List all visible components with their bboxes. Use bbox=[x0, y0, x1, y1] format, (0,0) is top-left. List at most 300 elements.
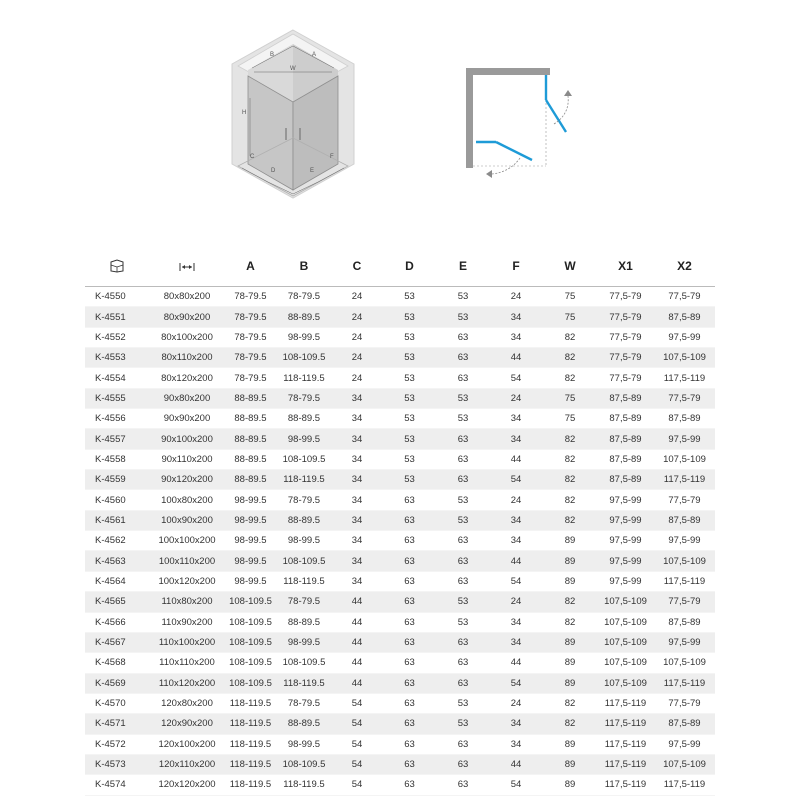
cell-x2: 97,5-99 bbox=[654, 632, 715, 652]
cell-c: 54 bbox=[332, 714, 382, 734]
cell-d: 63 bbox=[382, 510, 437, 530]
cell-d: 63 bbox=[382, 734, 437, 754]
cell-d: 53 bbox=[382, 327, 437, 347]
cell-e: 53 bbox=[437, 307, 489, 327]
header-x2: X2 bbox=[654, 246, 715, 287]
cell-e: 53 bbox=[437, 714, 489, 734]
cell-a: 88-89.5 bbox=[225, 409, 276, 429]
cell-x2: 77,5-79 bbox=[654, 388, 715, 408]
cell-d: 63 bbox=[382, 775, 437, 795]
cell-f: 54 bbox=[489, 368, 543, 388]
cell-model: K-4571 bbox=[85, 714, 149, 734]
cell-d: 63 bbox=[382, 531, 437, 551]
cell-b: 88-89.5 bbox=[276, 612, 332, 632]
cell-x2: 107,5-109 bbox=[654, 348, 715, 368]
cell-model: K-4557 bbox=[85, 429, 149, 449]
cell-a: 118-119.5 bbox=[225, 734, 276, 754]
cell-e: 63 bbox=[437, 429, 489, 449]
cell-e: 53 bbox=[437, 612, 489, 632]
cell-x1: 97,5-99 bbox=[597, 551, 654, 571]
cell-x2: 77,5-79 bbox=[654, 592, 715, 612]
cell-w: 75 bbox=[543, 388, 597, 408]
header-e: E bbox=[437, 246, 489, 287]
cell-e: 53 bbox=[437, 490, 489, 510]
cell-x1: 87,5-89 bbox=[597, 429, 654, 449]
cell-model: K-4553 bbox=[85, 348, 149, 368]
cell-x1: 97,5-99 bbox=[597, 531, 654, 551]
cell-b: 118-119.5 bbox=[276, 470, 332, 490]
cell-b: 108-109.5 bbox=[276, 449, 332, 469]
cell-w: 82 bbox=[543, 449, 597, 469]
cell-a: 108-109.5 bbox=[225, 632, 276, 652]
cell-w: 89 bbox=[543, 734, 597, 754]
cell-x1: 87,5-89 bbox=[597, 409, 654, 429]
enclosure-plan-diagram bbox=[462, 62, 582, 182]
cell-w: 75 bbox=[543, 409, 597, 429]
cell-b: 98-99.5 bbox=[276, 734, 332, 754]
cell-x1: 77,5-79 bbox=[597, 327, 654, 347]
cell-size: 120x110x200 bbox=[149, 754, 225, 774]
cell-x1: 107,5-109 bbox=[597, 612, 654, 632]
cell-a: 88-89.5 bbox=[225, 449, 276, 469]
cell-a: 108-109.5 bbox=[225, 673, 276, 693]
cell-model: K-4561 bbox=[85, 510, 149, 530]
dim-label-d: D bbox=[271, 168, 276, 174]
cell-f: 34 bbox=[489, 531, 543, 551]
cell-c: 54 bbox=[332, 775, 382, 795]
table-row bbox=[85, 714, 715, 734]
cell-x1: 87,5-89 bbox=[597, 449, 654, 469]
cell-d: 63 bbox=[382, 653, 437, 673]
cell-c: 34 bbox=[332, 449, 382, 469]
cell-b: 78-79.5 bbox=[276, 592, 332, 612]
cell-d: 63 bbox=[382, 693, 437, 713]
cell-c: 44 bbox=[332, 653, 382, 673]
cell-w: 82 bbox=[543, 592, 597, 612]
cell-c: 34 bbox=[332, 429, 382, 449]
cell-w: 82 bbox=[543, 510, 597, 530]
cell-model: K-4551 bbox=[85, 307, 149, 327]
cell-f: 34 bbox=[489, 307, 543, 327]
dim-label-e: E bbox=[310, 168, 315, 174]
cell-e: 63 bbox=[437, 571, 489, 591]
cell-d: 53 bbox=[382, 348, 437, 368]
cell-model: K-4566 bbox=[85, 612, 149, 632]
cell-d: 53 bbox=[382, 287, 437, 307]
cell-d: 63 bbox=[382, 592, 437, 612]
cell-x1: 77,5-79 bbox=[597, 348, 654, 368]
cell-model: K-4563 bbox=[85, 551, 149, 571]
cell-model: K-4560 bbox=[85, 490, 149, 510]
table-row bbox=[85, 693, 715, 713]
table-row bbox=[85, 368, 715, 388]
enclosure-isometric-diagram bbox=[228, 28, 358, 200]
cell-e: 53 bbox=[437, 287, 489, 307]
cell-b: 98-99.5 bbox=[276, 632, 332, 652]
dim-label-b: B bbox=[270, 52, 275, 58]
table-row bbox=[85, 775, 715, 795]
table-row bbox=[85, 470, 715, 490]
cell-size: 120x80x200 bbox=[149, 693, 225, 713]
cell-size: 80x110x200 bbox=[149, 348, 225, 368]
cell-e: 63 bbox=[437, 449, 489, 469]
cell-size: 90x80x200 bbox=[149, 388, 225, 408]
spec-table bbox=[85, 246, 715, 796]
cell-x2: 117,5-119 bbox=[654, 470, 715, 490]
cell-model: K-4574 bbox=[85, 775, 149, 795]
cell-a: 118-119.5 bbox=[225, 693, 276, 713]
cell-size: 120x120x200 bbox=[149, 775, 225, 795]
cell-f: 34 bbox=[489, 429, 543, 449]
cell-a: 98-99.5 bbox=[225, 510, 276, 530]
table-row bbox=[85, 571, 715, 591]
cell-size: 80x120x200 bbox=[149, 368, 225, 388]
cell-size: 90x90x200 bbox=[149, 409, 225, 429]
header-b: B bbox=[276, 246, 332, 287]
cell-c: 24 bbox=[332, 368, 382, 388]
cell-a: 118-119.5 bbox=[225, 775, 276, 795]
cell-a: 108-109.5 bbox=[225, 653, 276, 673]
cell-e: 63 bbox=[437, 734, 489, 754]
cell-c: 44 bbox=[332, 673, 382, 693]
cell-f: 24 bbox=[489, 592, 543, 612]
cell-f: 44 bbox=[489, 348, 543, 368]
cell-c: 34 bbox=[332, 531, 382, 551]
table-row bbox=[85, 653, 715, 673]
cell-a: 118-119.5 bbox=[225, 714, 276, 734]
cell-size: 110x110x200 bbox=[149, 653, 225, 673]
cell-e: 63 bbox=[437, 470, 489, 490]
table-row bbox=[85, 673, 715, 693]
cell-w: 89 bbox=[543, 673, 597, 693]
cell-d: 63 bbox=[382, 754, 437, 774]
cell-w: 89 bbox=[543, 632, 597, 652]
cell-f: 24 bbox=[489, 490, 543, 510]
dim-label-w: W bbox=[290, 66, 296, 72]
header-x1: X1 bbox=[597, 246, 654, 287]
cell-size: 110x90x200 bbox=[149, 612, 225, 632]
cell-b: 88-89.5 bbox=[276, 510, 332, 530]
cell-e: 63 bbox=[437, 673, 489, 693]
cell-c: 34 bbox=[332, 571, 382, 591]
cell-c: 34 bbox=[332, 388, 382, 408]
cell-f: 34 bbox=[489, 510, 543, 530]
cell-f: 24 bbox=[489, 287, 543, 307]
cell-b: 78-79.5 bbox=[276, 287, 332, 307]
cell-x1: 117,5-119 bbox=[597, 754, 654, 774]
cell-a: 108-109.5 bbox=[225, 592, 276, 612]
cell-f: 54 bbox=[489, 470, 543, 490]
cell-x2: 87,5-89 bbox=[654, 409, 715, 429]
cell-f: 54 bbox=[489, 673, 543, 693]
table-row bbox=[85, 754, 715, 774]
cell-w: 82 bbox=[543, 612, 597, 632]
cell-e: 53 bbox=[437, 592, 489, 612]
cell-b: 98-99.5 bbox=[276, 429, 332, 449]
cell-e: 53 bbox=[437, 388, 489, 408]
cell-c: 54 bbox=[332, 693, 382, 713]
cell-w: 82 bbox=[543, 490, 597, 510]
cell-d: 53 bbox=[382, 307, 437, 327]
cell-size: 110x120x200 bbox=[149, 673, 225, 693]
cell-model: K-4564 bbox=[85, 571, 149, 591]
cell-b: 78-79.5 bbox=[276, 693, 332, 713]
cell-x2: 97,5-99 bbox=[654, 531, 715, 551]
cell-f: 44 bbox=[489, 754, 543, 774]
cell-x1: 97,5-99 bbox=[597, 571, 654, 591]
cell-b: 98-99.5 bbox=[276, 531, 332, 551]
cell-c: 24 bbox=[332, 327, 382, 347]
cell-a: 78-79.5 bbox=[225, 287, 276, 307]
dimension-arrows-icon bbox=[179, 262, 195, 272]
cell-f: 34 bbox=[489, 327, 543, 347]
cell-b: 78-79.5 bbox=[276, 490, 332, 510]
dim-label-a: A bbox=[312, 52, 317, 58]
cell-e: 53 bbox=[437, 693, 489, 713]
cell-d: 53 bbox=[382, 368, 437, 388]
cell-x1: 87,5-89 bbox=[597, 388, 654, 408]
cell-b: 118-119.5 bbox=[276, 673, 332, 693]
cell-model: K-4552 bbox=[85, 327, 149, 347]
table-row bbox=[85, 287, 715, 307]
cell-c: 44 bbox=[332, 632, 382, 652]
cell-e: 63 bbox=[437, 327, 489, 347]
cell-b: 118-119.5 bbox=[276, 775, 332, 795]
cell-f: 34 bbox=[489, 714, 543, 734]
cell-x1: 77,5-79 bbox=[597, 368, 654, 388]
cell-w: 82 bbox=[543, 470, 597, 490]
cell-e: 63 bbox=[437, 632, 489, 652]
cell-d: 63 bbox=[382, 632, 437, 652]
cell-x1: 107,5-109 bbox=[597, 673, 654, 693]
cell-f: 54 bbox=[489, 571, 543, 591]
header-d: D bbox=[382, 246, 437, 287]
cell-x1: 117,5-119 bbox=[597, 734, 654, 754]
cell-w: 82 bbox=[543, 714, 597, 734]
table-row bbox=[85, 551, 715, 571]
table-row bbox=[85, 490, 715, 510]
header-w: W bbox=[543, 246, 597, 287]
cell-a: 78-79.5 bbox=[225, 348, 276, 368]
cell-b: 118-119.5 bbox=[276, 368, 332, 388]
cell-c: 24 bbox=[332, 307, 382, 327]
cell-size: 80x80x200 bbox=[149, 287, 225, 307]
cell-e: 63 bbox=[437, 368, 489, 388]
cell-x2: 77,5-79 bbox=[654, 693, 715, 713]
cell-c: 34 bbox=[332, 470, 382, 490]
spec-table-body bbox=[85, 287, 715, 796]
cell-x2: 97,5-99 bbox=[654, 734, 715, 754]
cell-a: 78-79.5 bbox=[225, 307, 276, 327]
cell-c: 34 bbox=[332, 490, 382, 510]
cell-size: 100x80x200 bbox=[149, 490, 225, 510]
cell-x2: 87,5-89 bbox=[654, 307, 715, 327]
cell-f: 34 bbox=[489, 632, 543, 652]
cell-x1: 97,5-99 bbox=[597, 490, 654, 510]
cell-size: 120x90x200 bbox=[149, 714, 225, 734]
cell-size: 100x110x200 bbox=[149, 551, 225, 571]
cell-c: 34 bbox=[332, 510, 382, 530]
cell-a: 108-109.5 bbox=[225, 612, 276, 632]
cell-x2: 77,5-79 bbox=[654, 287, 715, 307]
cell-w: 82 bbox=[543, 327, 597, 347]
cell-e: 63 bbox=[437, 531, 489, 551]
cell-f: 44 bbox=[489, 449, 543, 469]
cell-b: 88-89.5 bbox=[276, 307, 332, 327]
cell-b: 108-109.5 bbox=[276, 754, 332, 774]
cell-model: K-4570 bbox=[85, 693, 149, 713]
cell-model: K-4550 bbox=[85, 287, 149, 307]
header-f: F bbox=[489, 246, 543, 287]
cell-a: 88-89.5 bbox=[225, 388, 276, 408]
cell-x1: 117,5-119 bbox=[597, 693, 654, 713]
cell-x2: 117,5-119 bbox=[654, 368, 715, 388]
table-row bbox=[85, 327, 715, 347]
cell-x2: 107,5-109 bbox=[654, 754, 715, 774]
cell-x2: 107,5-109 bbox=[654, 551, 715, 571]
cell-d: 53 bbox=[382, 409, 437, 429]
cell-d: 53 bbox=[382, 429, 437, 449]
cell-c: 44 bbox=[332, 612, 382, 632]
cell-f: 24 bbox=[489, 388, 543, 408]
cell-model: K-4559 bbox=[85, 470, 149, 490]
cell-size: 100x100x200 bbox=[149, 531, 225, 551]
cell-a: 98-99.5 bbox=[225, 551, 276, 571]
cell-d: 63 bbox=[382, 612, 437, 632]
table-row bbox=[85, 734, 715, 754]
cell-model: K-4562 bbox=[85, 531, 149, 551]
cell-size: 110x100x200 bbox=[149, 632, 225, 652]
header-model bbox=[85, 246, 149, 287]
cell-x2: 107,5-109 bbox=[654, 653, 715, 673]
cell-x2: 97,5-99 bbox=[654, 429, 715, 449]
table-row bbox=[85, 409, 715, 429]
cell-x2: 107,5-109 bbox=[654, 449, 715, 469]
cell-x1: 107,5-109 bbox=[597, 632, 654, 652]
dim-label-f: F bbox=[330, 154, 334, 160]
shower-model-icon bbox=[109, 259, 125, 273]
cell-x2: 117,5-119 bbox=[654, 571, 715, 591]
cell-w: 89 bbox=[543, 531, 597, 551]
cell-a: 88-89.5 bbox=[225, 429, 276, 449]
cell-a: 88-89.5 bbox=[225, 470, 276, 490]
header-size bbox=[149, 246, 225, 287]
cell-f: 34 bbox=[489, 409, 543, 429]
cell-size: 110x80x200 bbox=[149, 592, 225, 612]
cell-x2: 87,5-89 bbox=[654, 510, 715, 530]
cell-d: 63 bbox=[382, 571, 437, 591]
cell-c: 44 bbox=[332, 592, 382, 612]
cell-model: K-4567 bbox=[85, 632, 149, 652]
cell-f: 24 bbox=[489, 693, 543, 713]
cell-d: 53 bbox=[382, 449, 437, 469]
cell-e: 63 bbox=[437, 653, 489, 673]
cell-a: 78-79.5 bbox=[225, 368, 276, 388]
table-row bbox=[85, 510, 715, 530]
cell-size: 90x110x200 bbox=[149, 449, 225, 469]
cell-c: 34 bbox=[332, 409, 382, 429]
cell-d: 53 bbox=[382, 388, 437, 408]
cell-size: 100x90x200 bbox=[149, 510, 225, 530]
cell-x2: 97,5-99 bbox=[654, 327, 715, 347]
cell-model: K-4565 bbox=[85, 592, 149, 612]
cell-model: K-4573 bbox=[85, 754, 149, 774]
cell-b: 78-79.5 bbox=[276, 388, 332, 408]
cell-f: 44 bbox=[489, 551, 543, 571]
cell-b: 88-89.5 bbox=[276, 714, 332, 734]
cell-a: 98-99.5 bbox=[225, 490, 276, 510]
table-row bbox=[85, 449, 715, 469]
cell-d: 53 bbox=[382, 470, 437, 490]
cell-c: 24 bbox=[332, 348, 382, 368]
cell-a: 118-119.5 bbox=[225, 754, 276, 774]
cell-w: 89 bbox=[543, 754, 597, 774]
cell-x2: 117,5-119 bbox=[654, 775, 715, 795]
header-c: C bbox=[332, 246, 382, 287]
cell-b: 108-109.5 bbox=[276, 551, 332, 571]
cell-w: 89 bbox=[543, 775, 597, 795]
cell-w: 89 bbox=[543, 653, 597, 673]
cell-size: 120x100x200 bbox=[149, 734, 225, 754]
cell-d: 63 bbox=[382, 551, 437, 571]
table-row bbox=[85, 429, 715, 449]
cell-size: 100x120x200 bbox=[149, 571, 225, 591]
table-header-row bbox=[85, 246, 715, 287]
cell-b: 108-109.5 bbox=[276, 348, 332, 368]
cell-a: 98-99.5 bbox=[225, 531, 276, 551]
cell-x2: 77,5-79 bbox=[654, 490, 715, 510]
cell-c: 54 bbox=[332, 734, 382, 754]
cell-model: K-4569 bbox=[85, 673, 149, 693]
cell-w: 82 bbox=[543, 348, 597, 368]
cell-f: 54 bbox=[489, 775, 543, 795]
cell-f: 44 bbox=[489, 653, 543, 673]
cell-c: 54 bbox=[332, 754, 382, 774]
cell-x2: 87,5-89 bbox=[654, 612, 715, 632]
table-row bbox=[85, 307, 715, 327]
cell-b: 108-109.5 bbox=[276, 653, 332, 673]
cell-x1: 97,5-99 bbox=[597, 510, 654, 530]
cell-a: 78-79.5 bbox=[225, 327, 276, 347]
cell-model: K-4568 bbox=[85, 653, 149, 673]
cell-size: 90x120x200 bbox=[149, 470, 225, 490]
cell-x2: 117,5-119 bbox=[654, 673, 715, 693]
cell-x1: 107,5-109 bbox=[597, 592, 654, 612]
table-row bbox=[85, 612, 715, 632]
cell-size: 90x100x200 bbox=[149, 429, 225, 449]
cell-b: 88-89.5 bbox=[276, 409, 332, 429]
cell-w: 82 bbox=[543, 693, 597, 713]
cell-x1: 77,5-79 bbox=[597, 307, 654, 327]
table-row bbox=[85, 388, 715, 408]
cell-w: 89 bbox=[543, 571, 597, 591]
cell-b: 98-99.5 bbox=[276, 327, 332, 347]
table-row bbox=[85, 531, 715, 551]
cell-x1: 117,5-119 bbox=[597, 714, 654, 734]
cell-d: 63 bbox=[382, 714, 437, 734]
cell-d: 63 bbox=[382, 673, 437, 693]
cell-f: 34 bbox=[489, 612, 543, 632]
cell-model: K-4572 bbox=[85, 734, 149, 754]
header-a: A bbox=[225, 246, 276, 287]
table-row bbox=[85, 348, 715, 368]
dim-label-c: C bbox=[250, 154, 255, 160]
cell-size: 80x100x200 bbox=[149, 327, 225, 347]
cell-x1: 117,5-119 bbox=[597, 775, 654, 795]
cell-x1: 107,5-109 bbox=[597, 653, 654, 673]
cell-d: 63 bbox=[382, 490, 437, 510]
cell-x2: 87,5-89 bbox=[654, 714, 715, 734]
